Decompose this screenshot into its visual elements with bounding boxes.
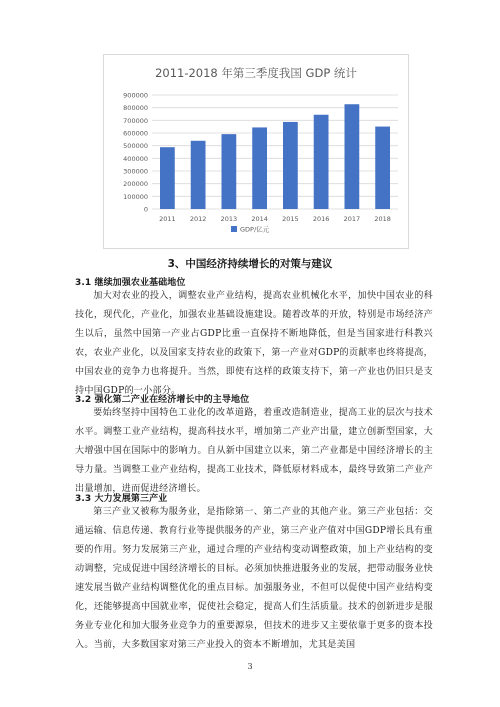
y-tick-label: 400000 <box>123 154 148 163</box>
legend-swatch <box>231 226 237 232</box>
bar <box>221 134 236 209</box>
paragraph-industry: 要始终坚持中国特色工业化的改革道路，着重改造制造业，提高工业的层次与技术水平。调整工业产业结构，提高科技水平，增加第二产业产出量，建立创新型国家，大大增强中国在国际中的影响力。自从新中国建立以来，第二产业都是中国经济增长的主导力量。当调整工业产业结构，提高工业技术，降低原材料成本，最终导致第二产业产出量增加，进而促进经济增长。 <box>75 408 433 494</box>
bar <box>252 127 267 209</box>
gdp-bar-chart <box>103 54 409 249</box>
x-tick-label: 2012 <box>189 215 207 223</box>
subsection-heading-3-2: 3.2 强化第二产业在经济增长中的主导地位 <box>75 395 250 405</box>
x-tick-label: 2014 <box>251 215 268 223</box>
bar <box>375 127 390 209</box>
y-tick-label: 600000 <box>123 129 148 138</box>
page-number: 3 <box>247 662 253 671</box>
bar <box>314 115 329 209</box>
y-tick-label: 300000 <box>123 167 148 176</box>
x-tick-label: 2013 <box>220 215 238 223</box>
section-heading: 3、中国经济持续增长的对策与建议 <box>167 258 333 270</box>
y-tick-label: 500000 <box>123 142 148 151</box>
legend-label: GDP/亿元 <box>240 225 270 234</box>
y-tick-label: 200000 <box>123 180 148 189</box>
x-tick-label: 2015 <box>282 215 299 223</box>
x-tick-label: 2011 <box>159 215 176 223</box>
y-tick-label: 100000 <box>123 192 148 201</box>
bar <box>344 104 359 209</box>
x-tick-label: 2017 <box>343 215 361 223</box>
bar <box>160 147 175 209</box>
y-tick-label: 0 <box>143 205 148 214</box>
bar <box>283 122 298 209</box>
x-tick-label: 2016 <box>312 215 330 223</box>
y-tick-label: 900000 <box>123 91 148 100</box>
y-tick-label: 700000 <box>123 116 148 125</box>
chart-canvas <box>104 55 408 248</box>
y-tick-label: 800000 <box>123 104 148 113</box>
paragraph-services: 第三产业又被称为服务业，是指除第一、第二产业的其他产业。第三产业包括：交通运输、信息传递、教育行业等提供服务的产业，第三产业产值对中国GDP增长具有重要的作用。努力发展第三产业，通过合理的产业结构变动调整政策，加上产业结构的变动调整，完成促进中国经济增长的目标。必须加快推进服务业的发展，把带动服务业快速发展当做产业结构调整优化的重点目标。加强服务业，不但可以促使中国产业结构变化，还能够提高中国就业率，促使社会稳定，提高人们生活质量。技术的创新进步是服务业专业化和加大服务业竞争力的重要源泉，但技术的进步又主要依靠于更多的资本投入。当前，大多数国家对第三产业投入的资本不断增加，尤其是美国 <box>75 507 433 650</box>
subsection-heading-3-1: 3.1 继续加强农业基础地位 <box>75 278 186 288</box>
bar <box>191 141 206 209</box>
paragraph-agriculture: 加大对农业的投入，调整农业产业结构，提高农业机械化水平，加快中国农业的科技化，现代化，产业化，加强农业基础设施建设。随着改革的开放，特别是市场经济产生以后，虽然中国第一产业占GDP比重一直保持不断地降低，但是当国家进行科教兴农，农业产业化，以及国家支持农业的政策下，第一产业对GDP的贡献率也终将提高，中国农业的竞争力也将提升。当然，即使有这样的政策支持下，第一产业也仍旧只是支持中国GDP的一小部分。 <box>75 291 433 396</box>
x-tick-label: 2018 <box>374 215 391 223</box>
subsection-heading-3-3: 3.3 大力发展第三产业 <box>75 494 168 504</box>
chart-title: 2011-2018 年第三季度我国 GDP 统计 <box>155 66 357 80</box>
